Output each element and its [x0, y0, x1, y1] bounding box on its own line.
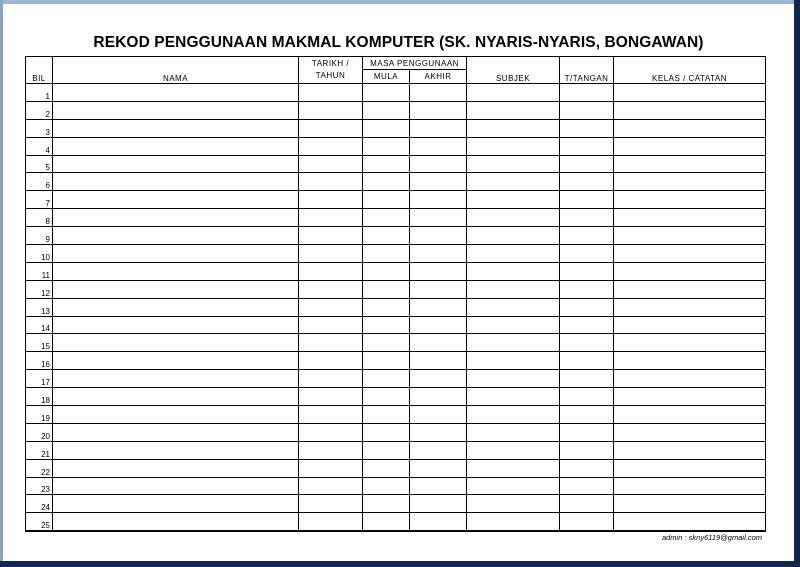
- window-frame-right: [794, 0, 800, 567]
- cell-akhir[interactable]: [410, 262, 467, 280]
- cell-nama[interactable]: [53, 406, 299, 424]
- cell-nama[interactable]: [53, 459, 299, 477]
- row-number: 5: [26, 155, 53, 173]
- cell-tandatangan[interactable]: [560, 352, 614, 370]
- cell-akhir[interactable]: [410, 137, 467, 155]
- cell-nama[interactable]: [53, 352, 299, 370]
- row-number: 15: [26, 334, 53, 352]
- cell-subjek[interactable]: [467, 441, 560, 459]
- row-number: 8: [26, 209, 53, 227]
- cell-kelas-catatan[interactable]: [614, 209, 766, 227]
- cell-mula[interactable]: [363, 513, 410, 531]
- row-number: 10: [26, 245, 53, 263]
- row-number: 9: [26, 227, 53, 245]
- cell-subjek[interactable]: [467, 137, 560, 155]
- cell-nama[interactable]: [53, 388, 299, 406]
- cell-akhir[interactable]: [410, 155, 467, 173]
- header-tarikh-line2: TAHUN: [315, 71, 346, 80]
- cell-tarikh[interactable]: [299, 316, 363, 334]
- cell-subjek[interactable]: [467, 334, 560, 352]
- table-row: [26, 441, 766, 459]
- cell-akhir[interactable]: [410, 101, 467, 119]
- cell-tandatangan[interactable]: [560, 227, 614, 245]
- cell-kelas-catatan[interactable]: [614, 84, 766, 102]
- cell-kelas-catatan[interactable]: [614, 495, 766, 513]
- table-row: [26, 280, 766, 298]
- cell-tarikh[interactable]: [299, 352, 363, 370]
- cell-akhir[interactable]: [410, 406, 467, 424]
- cell-nama[interactable]: [53, 209, 299, 227]
- usage-log-body: [26, 84, 766, 532]
- cell-mula[interactable]: [363, 370, 410, 388]
- cell-kelas-catatan[interactable]: [614, 316, 766, 334]
- cell-tandatangan[interactable]: [560, 334, 614, 352]
- cell-subjek[interactable]: [467, 316, 560, 334]
- cell-mula[interactable]: [363, 388, 410, 406]
- cell-mula[interactable]: [363, 245, 410, 263]
- cell-kelas-catatan[interactable]: [614, 101, 766, 119]
- cell-nama[interactable]: [53, 155, 299, 173]
- cell-mula[interactable]: [363, 477, 410, 495]
- cell-subjek[interactable]: [467, 227, 560, 245]
- cell-tandatangan[interactable]: [560, 280, 614, 298]
- cell-akhir[interactable]: [410, 209, 467, 227]
- cell-tandatangan[interactable]: [560, 137, 614, 155]
- cell-mula[interactable]: [363, 316, 410, 334]
- table-row: [26, 388, 766, 406]
- cell-subjek[interactable]: [467, 101, 560, 119]
- table-row: [26, 352, 766, 370]
- cell-akhir[interactable]: [410, 316, 467, 334]
- cell-subjek[interactable]: [467, 298, 560, 316]
- cell-kelas-catatan[interactable]: [614, 280, 766, 298]
- cell-akhir[interactable]: [410, 245, 467, 263]
- cell-kelas-catatan[interactable]: [614, 334, 766, 352]
- cell-mula[interactable]: [363, 137, 410, 155]
- cell-kelas-catatan[interactable]: [614, 352, 766, 370]
- cell-subjek[interactable]: [467, 155, 560, 173]
- cell-kelas-catatan[interactable]: [614, 119, 766, 137]
- cell-mula[interactable]: [363, 280, 410, 298]
- cell-mula[interactable]: [363, 459, 410, 477]
- cell-nama[interactable]: [53, 137, 299, 155]
- cell-mula[interactable]: [363, 119, 410, 137]
- table-row: [26, 262, 766, 280]
- cell-nama[interactable]: [53, 513, 299, 531]
- header-kelas-catatan: KELAS / CATATAN: [614, 57, 766, 84]
- usage-log-table: [25, 56, 766, 532]
- admin-email-footer: admin : skny6119@gmail.com: [661, 533, 762, 542]
- table-row: [26, 155, 766, 173]
- cell-mula[interactable]: [363, 209, 410, 227]
- cell-tarikh[interactable]: [299, 262, 363, 280]
- cell-mula[interactable]: [363, 262, 410, 280]
- table-row: [26, 477, 766, 495]
- cell-mula[interactable]: [363, 334, 410, 352]
- cell-tarikh[interactable]: [299, 101, 363, 119]
- table-row: [26, 298, 766, 316]
- table-row: [26, 119, 766, 137]
- cell-akhir[interactable]: [410, 227, 467, 245]
- cell-tandatangan[interactable]: [560, 423, 614, 441]
- cell-nama[interactable]: [53, 191, 299, 209]
- cell-akhir[interactable]: [410, 423, 467, 441]
- cell-tandatangan[interactable]: [560, 119, 614, 137]
- row-number: 25: [26, 513, 53, 531]
- header-tarikh: [299, 57, 363, 84]
- row-number: 1: [26, 84, 53, 102]
- cell-akhir[interactable]: [410, 191, 467, 209]
- row-number: 18: [26, 388, 53, 406]
- row-number: 11: [26, 262, 53, 280]
- cell-mula[interactable]: [363, 441, 410, 459]
- cell-nama[interactable]: [53, 173, 299, 191]
- cell-nama[interactable]: [53, 119, 299, 137]
- cell-tarikh[interactable]: [299, 137, 363, 155]
- header-nama: NAMA: [53, 57, 299, 84]
- cell-subjek[interactable]: [467, 459, 560, 477]
- cell-tandatangan[interactable]: [560, 155, 614, 173]
- cell-akhir[interactable]: [410, 477, 467, 495]
- cell-tarikh[interactable]: [299, 209, 363, 227]
- table-row: [26, 406, 766, 424]
- table-row: [26, 209, 766, 227]
- cell-mula[interactable]: [363, 495, 410, 513]
- cell-subjek[interactable]: [467, 209, 560, 227]
- cell-subjek[interactable]: [467, 173, 560, 191]
- cell-akhir[interactable]: [410, 84, 467, 102]
- cell-subjek[interactable]: [467, 388, 560, 406]
- cell-subjek[interactable]: [467, 119, 560, 137]
- cell-kelas-catatan[interactable]: [614, 388, 766, 406]
- cell-kelas-catatan[interactable]: [614, 423, 766, 441]
- cell-tarikh[interactable]: [299, 495, 363, 513]
- cell-nama[interactable]: [53, 495, 299, 513]
- cell-kelas-catatan[interactable]: [614, 441, 766, 459]
- cell-tandatangan[interactable]: [560, 477, 614, 495]
- cell-subjek[interactable]: [467, 495, 560, 513]
- cell-tarikh[interactable]: [299, 191, 363, 209]
- cell-subjek[interactable]: [467, 280, 560, 298]
- cell-subjek[interactable]: [467, 423, 560, 441]
- row-number: 20: [26, 423, 53, 441]
- header-masa-penggunaan: MASA PENGGUNAAN: [363, 57, 467, 70]
- row-number: 14: [26, 316, 53, 334]
- cell-kelas-catatan[interactable]: [614, 137, 766, 155]
- row-number: 22: [26, 459, 53, 477]
- row-number: 21: [26, 441, 53, 459]
- cell-tandatangan[interactable]: [560, 495, 614, 513]
- cell-kelas-catatan[interactable]: [614, 262, 766, 280]
- header-tarikh-line1: TARIKH /: [311, 59, 350, 68]
- cell-tarikh[interactable]: [299, 370, 363, 388]
- table-row: [26, 513, 766, 531]
- cell-kelas-catatan[interactable]: [614, 477, 766, 495]
- cell-subjek[interactable]: [467, 406, 560, 424]
- cell-tarikh[interactable]: [299, 459, 363, 477]
- row-number: 23: [26, 477, 53, 495]
- cell-nama[interactable]: [53, 441, 299, 459]
- cell-kelas-catatan[interactable]: [614, 513, 766, 531]
- cell-kelas-catatan[interactable]: [614, 155, 766, 173]
- cell-tandatangan[interactable]: [560, 101, 614, 119]
- cell-nama[interactable]: [53, 316, 299, 334]
- cell-kelas-catatan[interactable]: [614, 173, 766, 191]
- cell-tarikh[interactable]: [299, 119, 363, 137]
- cell-tandatangan[interactable]: [560, 370, 614, 388]
- cell-tandatangan[interactable]: [560, 441, 614, 459]
- row-number: 4: [26, 137, 53, 155]
- cell-akhir[interactable]: [410, 334, 467, 352]
- cell-mula[interactable]: [363, 423, 410, 441]
- row-number: 16: [26, 352, 53, 370]
- cell-nama[interactable]: [53, 101, 299, 119]
- cell-nama[interactable]: [53, 280, 299, 298]
- table-row: [26, 334, 766, 352]
- cell-subjek[interactable]: [467, 262, 560, 280]
- cell-tarikh[interactable]: [299, 423, 363, 441]
- cell-mula[interactable]: [363, 173, 410, 191]
- cell-tarikh[interactable]: [299, 298, 363, 316]
- page-title: REKOD PENGGUNAAN MAKMAL KOMPUTER (SK. NYARIS-NYARIS, BONGAWAN): [93, 34, 704, 51]
- table-row: [26, 459, 766, 477]
- cell-tarikh[interactable]: [299, 227, 363, 245]
- row-number: 6: [26, 173, 53, 191]
- cell-kelas-catatan[interactable]: [614, 406, 766, 424]
- table-row: [26, 173, 766, 191]
- cell-nama[interactable]: [53, 227, 299, 245]
- cell-mula[interactable]: [363, 406, 410, 424]
- header-tandatangan: T/TANGAN: [560, 57, 614, 84]
- table-row: [26, 245, 766, 263]
- row-number: 24: [26, 495, 53, 513]
- header-mula: MULA: [363, 70, 410, 84]
- header-subjek: SUBJEK: [467, 57, 560, 84]
- cell-tandatangan[interactable]: [560, 406, 614, 424]
- cell-mula[interactable]: [363, 101, 410, 119]
- cell-tandatangan[interactable]: [560, 316, 614, 334]
- cell-subjek[interactable]: [467, 352, 560, 370]
- cell-nama[interactable]: [53, 477, 299, 495]
- row-number: 3: [26, 119, 53, 137]
- window-frame-bottom: [0, 561, 800, 567]
- cell-akhir[interactable]: [410, 298, 467, 316]
- cell-tarikh[interactable]: [299, 334, 363, 352]
- cell-tandatangan[interactable]: [560, 245, 614, 263]
- cell-kelas-catatan[interactable]: [614, 227, 766, 245]
- table-row: [26, 423, 766, 441]
- cell-nama[interactable]: [53, 334, 299, 352]
- cell-nama[interactable]: [53, 423, 299, 441]
- cell-tarikh[interactable]: [299, 155, 363, 173]
- cell-akhir[interactable]: [410, 280, 467, 298]
- cell-nama[interactable]: [53, 262, 299, 280]
- cell-nama[interactable]: [53, 245, 299, 263]
- cell-mula[interactable]: [363, 84, 410, 102]
- row-number: 7: [26, 191, 53, 209]
- cell-tarikh[interactable]: [299, 388, 363, 406]
- table-row: [26, 84, 766, 102]
- cell-akhir[interactable]: [410, 495, 467, 513]
- cell-kelas-catatan[interactable]: [614, 459, 766, 477]
- cell-tarikh[interactable]: [299, 245, 363, 263]
- row-number: 13: [26, 298, 53, 316]
- document-sheet: [3, 4, 794, 561]
- cell-tandatangan[interactable]: [560, 173, 614, 191]
- table-row: [26, 101, 766, 119]
- cell-akhir[interactable]: [410, 370, 467, 388]
- cell-tarikh[interactable]: [299, 406, 363, 424]
- row-number: 17: [26, 370, 53, 388]
- cell-mula[interactable]: [363, 191, 410, 209]
- table-row: [26, 495, 766, 513]
- cell-tandatangan[interactable]: [560, 262, 614, 280]
- cell-tandatangan[interactable]: [560, 84, 614, 102]
- cell-mula[interactable]: [363, 352, 410, 370]
- cell-akhir[interactable]: [410, 459, 467, 477]
- cell-nama[interactable]: [53, 370, 299, 388]
- cell-kelas-catatan[interactable]: [614, 191, 766, 209]
- cell-subjek[interactable]: [467, 513, 560, 531]
- cell-tarikh[interactable]: [299, 173, 363, 191]
- row-number: 19: [26, 406, 53, 424]
- cell-tandatangan[interactable]: [560, 388, 614, 406]
- cell-kelas-catatan[interactable]: [614, 298, 766, 316]
- table-row: [26, 370, 766, 388]
- cell-kelas-catatan[interactable]: [614, 245, 766, 263]
- cell-subjek[interactable]: [467, 84, 560, 102]
- cell-tarikh[interactable]: [299, 513, 363, 531]
- cell-mula[interactable]: [363, 227, 410, 245]
- table-row: [26, 227, 766, 245]
- cell-mula[interactable]: [363, 298, 410, 316]
- table-row: [26, 191, 766, 209]
- cell-akhir[interactable]: [410, 119, 467, 137]
- cell-akhir[interactable]: [410, 352, 467, 370]
- cell-nama[interactable]: [53, 298, 299, 316]
- cell-tandatangan[interactable]: [560, 513, 614, 531]
- cell-tandatangan[interactable]: [560, 209, 614, 227]
- cell-subjek[interactable]: [467, 477, 560, 495]
- cell-akhir[interactable]: [410, 388, 467, 406]
- cell-subjek[interactable]: [467, 370, 560, 388]
- cell-tarikh[interactable]: [299, 280, 363, 298]
- cell-tarikh[interactable]: [299, 84, 363, 102]
- cell-akhir[interactable]: [410, 441, 467, 459]
- cell-tandatangan[interactable]: [560, 191, 614, 209]
- header-akhir: AKHIR: [410, 70, 467, 84]
- cell-tandatangan[interactable]: [560, 459, 614, 477]
- cell-subjek[interactable]: [467, 245, 560, 263]
- row-number: 2: [26, 101, 53, 119]
- table-row: [26, 137, 766, 155]
- cell-akhir[interactable]: [410, 513, 467, 531]
- cell-mula[interactable]: [363, 155, 410, 173]
- cell-kelas-catatan[interactable]: [614, 370, 766, 388]
- cell-nama[interactable]: [53, 84, 299, 102]
- cell-tandatangan[interactable]: [560, 298, 614, 316]
- cell-tarikh[interactable]: [299, 477, 363, 495]
- cell-subjek[interactable]: [467, 191, 560, 209]
- cell-tarikh[interactable]: [299, 441, 363, 459]
- header-bil: BIL: [26, 57, 53, 84]
- row-number: 12: [26, 280, 53, 298]
- cell-akhir[interactable]: [410, 173, 467, 191]
- table-row: [26, 316, 766, 334]
